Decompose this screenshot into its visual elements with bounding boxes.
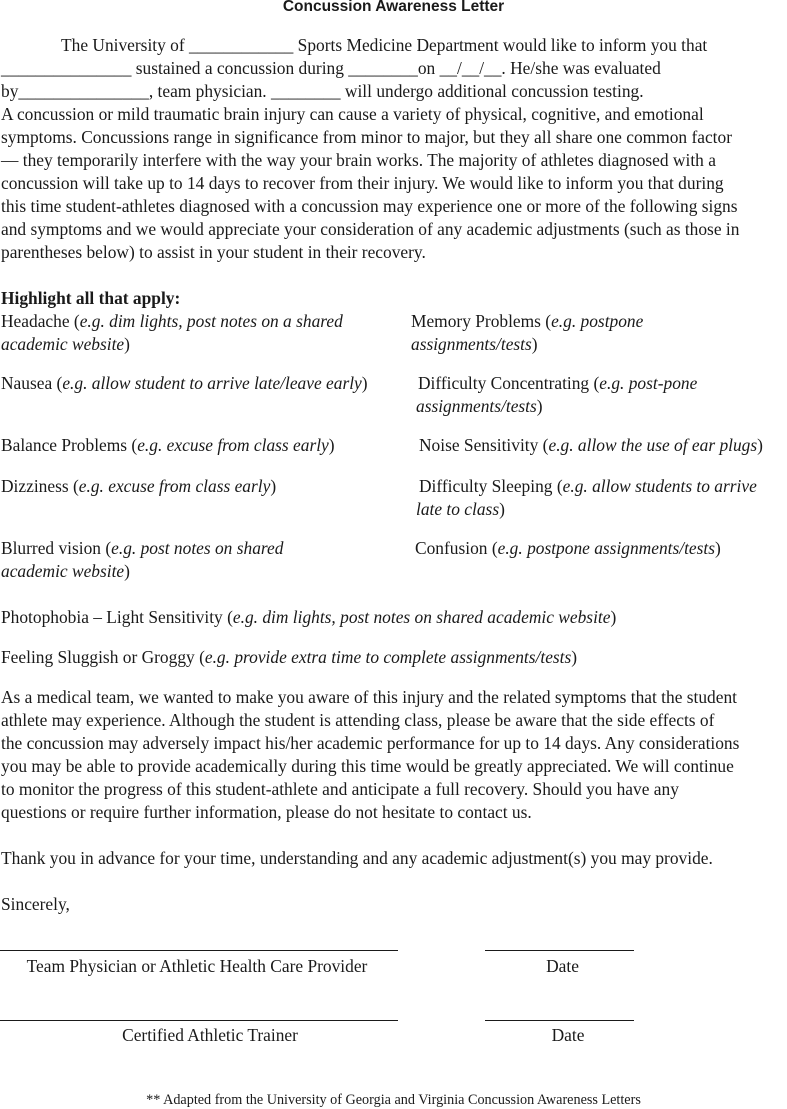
- symptom-example: e.g. post notes on shared: [111, 538, 284, 558]
- symptom-blurred-cont: academic website): [1, 561, 130, 581]
- body-line-6: and symptoms and we would appreciate your consideration of any academic adjustments (such as those in: [1, 219, 740, 239]
- symptom-example: e.g. dim lights, post notes on shared academic website: [232, 607, 611, 627]
- symptom-example: e.g. provide extra time to complete assignments/tests: [204, 647, 572, 667]
- symptom-sleeping-cont: late to class): [416, 499, 505, 519]
- physician-signature-line: [0, 950, 398, 951]
- symptom-sluggish: Feeling Sluggish or Groggy (e.g. provide extra time to complete assignments/tests): [1, 647, 578, 667]
- symptom-example: e.g. excuse from class early: [78, 476, 271, 496]
- trainer-label: Certified Athletic Trainer: [122, 1025, 298, 1045]
- trainer-signature-line: [0, 1020, 398, 1021]
- symptom-name: Blurred vision: [1, 538, 101, 558]
- symptom-name: Difficulty Sleeping: [419, 476, 553, 496]
- symptom-nausea: Nausea (e.g. allow student to arrive late/leave early): [1, 373, 368, 393]
- closing-line-1: As a medical team, we wanted to make you aware of this injury and the related symptoms that the student: [1, 687, 737, 707]
- physician-label: Team Physician or Athletic Health Care Provider: [26, 956, 368, 976]
- date-line-2: [485, 1020, 634, 1021]
- symptom-noise: Noise Sensitivity (e.g. allow the use of ear plugs): [419, 435, 763, 455]
- date-label-1: Date: [546, 956, 579, 976]
- symptom-name: Dizziness: [1, 476, 69, 496]
- closing-line-4: you may be able to provide academically during this time would be greatly appreciated. We will continue: [1, 756, 734, 776]
- footnote: ** Adapted from the University of Georgia and Virginia Concussion Awareness Letters: [146, 1092, 641, 1108]
- body-line-7: parentheses below) to assist in your student in their recovery.: [1, 242, 426, 262]
- symptom-example: e.g. dim lights, post notes on a shared: [79, 311, 343, 331]
- sincerely: Sincerely,: [1, 894, 70, 914]
- symptom-name: Feeling Sluggish or Groggy: [1, 647, 195, 667]
- symptom-name: Memory Problems: [411, 311, 541, 331]
- symptom-name: Confusion: [415, 538, 488, 558]
- symptom-name: Balance Problems: [1, 435, 128, 455]
- symptom-example: e.g. postpone: [551, 311, 644, 331]
- symptom-memory-cont: assignments/tests): [411, 334, 538, 354]
- intro-line-2: _______________ sustained a concussion during ________on __/__/__. He/she was evaluated: [1, 58, 661, 78]
- symptom-name: Difficulty Concentrating: [418, 373, 590, 393]
- letter-title: Concussion Awareness Letter: [282, 0, 505, 15]
- symptom-concentrating-cont: assignments/tests): [416, 396, 543, 416]
- closing-line-2: athlete may experience. Although the student is attending class, please be aware that the side effects of: [1, 710, 715, 730]
- symptom-example: e.g. allow students to arrive: [562, 476, 757, 496]
- symptom-name: Noise Sensitivity: [419, 435, 539, 455]
- symptom-example: e.g. excuse from class early: [137, 435, 329, 455]
- symptom-example: e.g. allow the use of ear plugs: [548, 435, 758, 455]
- closing-line-3: the concussion may adversely impact his/her academic performance for up to 14 days. Any considerations: [1, 733, 740, 753]
- symptom-example: e.g. post-pone: [599, 373, 698, 393]
- intro-line-1: The University of ____________ Sports Medicine Department would like to inform you that: [61, 35, 708, 55]
- body-line-4: concussion will take up to 14 days to recover from their injury. We would like to inform you that during: [1, 173, 724, 193]
- intro-line-3: by_______________, team physician. ________ will undergo additional concussion testing.: [1, 81, 644, 101]
- symptom-name: Nausea: [1, 373, 53, 393]
- symptom-sleeping: Difficulty Sleeping (e.g. allow students to arrive: [419, 476, 757, 496]
- symptom-confusion: Confusion (e.g. postpone assignments/tests): [415, 538, 721, 558]
- body-line-1: A concussion or mild traumatic brain injury can cause a variety of physical, cognitive, and emotional: [1, 104, 704, 124]
- closing-line-6: questions or require further information, please do not hesitate to contact us.: [1, 802, 532, 822]
- symptom-photophobia: Photophobia – Light Sensitivity (e.g. dim lights, post notes on shared academic website): [1, 607, 617, 627]
- date-line-1: [485, 950, 634, 951]
- symptom-memory: Memory Problems (e.g. postpone: [411, 311, 644, 331]
- body-line-2: symptoms. Concussions range in significance from minor to major, but they all share one common factor: [1, 127, 733, 147]
- symptom-example: e.g. postpone assignments/tests: [497, 538, 715, 558]
- symptom-blurred: Blurred vision (e.g. post notes on shared: [1, 538, 284, 558]
- symptom-name: Photophobia – Light Sensitivity: [1, 607, 223, 627]
- body-line-5: this time student-athletes diagnosed with a concussion may experience one or more of the following signs: [1, 196, 738, 216]
- symptom-concentrating: Difficulty Concentrating (e.g. post-pone: [418, 373, 698, 393]
- symptom-balance: Balance Problems (e.g. excuse from class early): [1, 435, 335, 455]
- highlight-heading: Highlight all that apply:: [1, 288, 181, 308]
- closing-line-5: to monitor the progress of this student-athlete and anticipate a full recovery. Should you have any: [1, 779, 679, 799]
- body-line-3: — they temporarily interfere with the way your brain works. The majority of athletes diagnosed with a: [1, 150, 716, 170]
- symptom-name: Headache: [1, 311, 70, 331]
- date-label-2: Date: [551, 1025, 585, 1045]
- thanks-line: Thank you in advance for your time, understanding and any academic adjustment(s) you may provide.: [1, 848, 713, 868]
- symptom-dizziness: Dizziness (e.g. excuse from class early): [1, 476, 277, 496]
- symptom-example: e.g. allow student to arrive late/leave early: [62, 373, 362, 393]
- symptom-headache-cont: academic website): [1, 334, 130, 354]
- symptom-headache: Headache (e.g. dim lights, post notes on a shared: [1, 311, 343, 331]
